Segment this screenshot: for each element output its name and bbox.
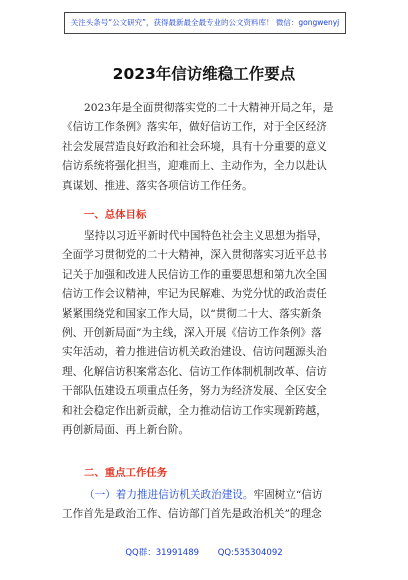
tasks-paragraph (62, 486, 356, 525)
footer-contact (0, 546, 408, 560)
footer-qq: QQ:535304092 (217, 548, 283, 558)
paragraph-line: 信访工作会议精神，牢记为民解难、为党分忧的政治责任 (62, 288, 327, 301)
paragraph-line: 《信访工作条例》落实年，做好信访工作，对于全区经济 (62, 121, 327, 134)
paragraph-line: 2023年是全面贯彻落实党的二十大精神开局之年，是 (84, 102, 334, 114)
promo-banner-text: 关注头条号“公文研究”，获得最新最全最专业的公文资料库！ 微信：gongwenyj (70, 18, 340, 27)
footer-qq-group: QQ群：31991489 (125, 548, 200, 558)
paragraph-line: 理、化解信访积案常态化、信访工作体制机制改革、信访 (62, 365, 327, 378)
section-heading-tasks: 二、重点工作任务 (84, 467, 168, 479)
paragraph-line: 紧紧围绕党和国家工作大局，以“贯彻二十大、落实新条 (62, 307, 322, 320)
paragraph-line: 信访系统将强化担当，迎难而上、主动作为，全力以赴认 (62, 160, 327, 173)
paragraph-line: 再创新局面、再上新台阶。 (62, 423, 190, 436)
subsection-heading-political: （一）着力推进信访机关政治建设。 (84, 489, 254, 501)
paragraph-line: 例、开创新局面”为主线，深入开展《信访工作条例》落 (62, 326, 322, 339)
paragraph-line: 和社会稳定作出新贡献，全力推动信访工作实现新跨越， (62, 404, 327, 417)
paragraph-line: 工作首先是政治工作、信访部门首先是政治机关”的理念 (62, 508, 322, 521)
paragraph-run: 牢固树立“信访 (253, 489, 323, 501)
paragraph-line: 社会发展营造良好政治和社会环境，具有十分重要的意义 (62, 140, 327, 153)
paragraph-line: 真谋划、推进、落实各项信访工作任务。 (62, 179, 253, 192)
intro-paragraph (62, 99, 356, 196)
paragraph-line (62, 486, 356, 505)
paragraph-line: 全面学习贯彻党的二十大精神，深入贯彻落实习近平总书 (62, 249, 327, 262)
promo-banner (64, 12, 346, 34)
section-heading-goals: 一、总体目标 (84, 209, 147, 221)
goals-paragraph (62, 227, 356, 440)
paragraph-line: 坚持以习近平新时代中国特色社会主义思想为指导， (84, 230, 328, 242)
paragraph-line: 干部队伍建设五项重点任务，努力为经济发展、全区安全 (62, 385, 327, 398)
document-title: 2023年信访维稳工作要点 (112, 65, 296, 83)
paragraph-line: 实年活动，着力推进信访机关政治建设、信访问题源头治 (62, 346, 327, 359)
paragraph-line: 记关于加强和改进人民信访工作的重要思想和第九次全国 (62, 268, 327, 281)
